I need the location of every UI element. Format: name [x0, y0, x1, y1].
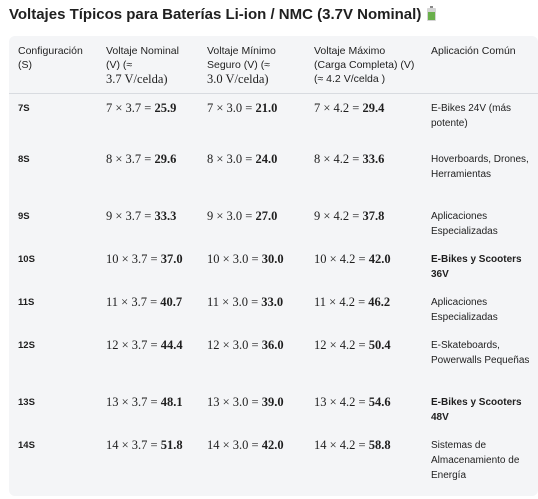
- min-result: 24.0: [255, 151, 278, 166]
- header-min: [198, 36, 305, 94]
- nominal-expression: 14 × 3.7 =: [106, 437, 158, 452]
- config-value: 14S: [18, 439, 35, 451]
- min-expression: 12 × 3.0 =: [207, 337, 259, 352]
- min-result: 33.0: [261, 294, 284, 309]
- max-expression: 8 × 4.2 =: [314, 151, 360, 166]
- max-result: 46.2: [368, 294, 391, 309]
- config-value: 7S: [18, 103, 30, 114]
- max-cell: [305, 245, 422, 288]
- config-cell: [9, 202, 97, 245]
- max-expression: 13 × 4.2 =: [314, 394, 366, 409]
- application-cell: [422, 288, 538, 331]
- nominal-result: 48.1: [160, 394, 183, 409]
- max-result: 33.6: [362, 151, 385, 166]
- min-expression: 14 × 3.0 =: [207, 437, 259, 452]
- voltage-table-container: [9, 36, 538, 496]
- application-cell: [422, 331, 538, 388]
- header-config-label: Configuración (S): [18, 45, 83, 71]
- table-row: [9, 94, 538, 145]
- max-expression: 9 × 4.2 =: [314, 208, 360, 223]
- max-cell: [305, 388, 422, 431]
- header-app-label: Aplicación Común: [431, 45, 516, 57]
- application-cell: [422, 145, 538, 202]
- application-cell: [422, 94, 538, 145]
- config-cell: [9, 245, 97, 288]
- application-text: E-Bikes 24V (más potente): [431, 103, 512, 129]
- min-result: 21.0: [255, 101, 278, 115]
- nominal-result: 25.9: [154, 101, 177, 115]
- min-expression: 8 × 3.0 =: [207, 151, 253, 166]
- config-value: 12S: [18, 339, 35, 351]
- max-result: 42.0: [368, 251, 391, 266]
- config-cell: [9, 288, 97, 331]
- nominal-expression: 13 × 3.7 =: [106, 394, 158, 409]
- nominal-cell: [97, 388, 198, 431]
- max-expression: 10 × 4.2 =: [314, 251, 366, 266]
- min-expression: 13 × 3.0 =: [207, 394, 259, 409]
- table-row: [9, 431, 538, 489]
- min-cell: [198, 388, 305, 431]
- max-cell: [305, 288, 422, 331]
- min-cell: [198, 245, 305, 288]
- table-row: [9, 145, 538, 202]
- nominal-expression: 12 × 3.7 =: [106, 337, 158, 352]
- header-config: [9, 36, 97, 94]
- nominal-result: 40.7: [160, 294, 183, 309]
- nominal-result: 51.8: [160, 437, 183, 452]
- config-value: 11S: [18, 296, 35, 308]
- voltage-table: [9, 36, 538, 489]
- application-text: Sistemas de Almacenamiento de Energía: [431, 439, 520, 481]
- min-result: 30.0: [261, 251, 284, 266]
- min-result: 27.0: [255, 208, 278, 223]
- max-expression: 14 × 4.2 =: [314, 437, 366, 452]
- min-cell: [198, 94, 305, 145]
- application-cell: [422, 245, 538, 288]
- min-result: 42.0: [261, 437, 284, 452]
- nominal-expression: 11 × 3.7 =: [106, 294, 158, 309]
- config-cell: [9, 431, 97, 489]
- nominal-cell: [97, 245, 198, 288]
- application-cell: [422, 202, 538, 245]
- min-expression: 7 × 3.0 =: [207, 101, 253, 115]
- battery-icon: [427, 6, 436, 21]
- table-row: [9, 331, 538, 388]
- table-row: [9, 388, 538, 431]
- config-cell: [9, 388, 97, 431]
- application-text: Aplicaciones Especializadas: [431, 296, 498, 323]
- nominal-result: 37.0: [160, 251, 183, 266]
- max-result: 54.6: [368, 394, 391, 409]
- application-text: E-Bikes y Scooters 36V: [431, 253, 522, 280]
- config-cell: [9, 94, 97, 145]
- header-min-label: Voltaje Mínimo Seguro (V) (≈: [207, 45, 276, 71]
- header-nominal: [97, 36, 198, 94]
- max-cell: [305, 202, 422, 245]
- max-cell: [305, 431, 422, 489]
- nominal-result: 33.3: [154, 208, 177, 223]
- min-expression: 9 × 3.0 =: [207, 208, 253, 223]
- page-title-text: Voltajes Típicos para Baterías Li-ion / NMC (3.7V Nominal): [9, 6, 422, 23]
- config-value: 13S: [18, 396, 35, 408]
- min-result: 36.0: [261, 337, 284, 352]
- table-header-row: [9, 36, 538, 94]
- config-value: 9S: [18, 210, 30, 222]
- table-row: [9, 202, 538, 245]
- header-max-label: Voltaje Máximo (Carga Completa) (V) (≈ 4.2 V/celda ): [314, 45, 415, 85]
- max-result: 50.4: [368, 337, 391, 352]
- max-result: 29.4: [362, 101, 385, 115]
- nominal-cell: [97, 202, 198, 245]
- min-expression: 10 × 3.0 =: [207, 251, 259, 266]
- nominal-expression: 9 × 3.7 =: [106, 208, 152, 223]
- header-min-math: 3.0 V/celda): [207, 72, 269, 86]
- nominal-cell: [97, 331, 198, 388]
- header-nominal-label: Voltaje Nominal (V) (≈: [106, 45, 179, 71]
- nominal-cell: [97, 94, 198, 145]
- config-cell: [9, 331, 97, 388]
- nominal-cell: [97, 145, 198, 202]
- max-cell: [305, 331, 422, 388]
- config-value: 10S: [18, 253, 35, 265]
- nominal-expression: 10 × 3.7 =: [106, 251, 158, 266]
- application-text: E-Bikes y Scooters 48V: [431, 396, 522, 423]
- min-cell: [198, 202, 305, 245]
- table-row: [9, 245, 538, 288]
- max-cell: [305, 94, 422, 145]
- page-title: [9, 5, 436, 25]
- max-expression: 7 × 4.2 =: [314, 101, 360, 115]
- max-result: 37.8: [362, 208, 385, 223]
- config-cell: [9, 145, 97, 202]
- max-cell: [305, 145, 422, 202]
- min-cell: [198, 331, 305, 388]
- application-text: Aplicaciones Especializadas: [431, 210, 498, 237]
- min-cell: [198, 145, 305, 202]
- min-cell: [198, 288, 305, 331]
- application-text: Hoverboards, Drones, Herramientas: [431, 153, 529, 180]
- nominal-cell: [97, 288, 198, 331]
- table-row: [9, 288, 538, 331]
- min-cell: [198, 431, 305, 489]
- max-expression: 12 × 4.2 =: [314, 337, 366, 352]
- header-app: [422, 36, 538, 94]
- max-result: 58.8: [368, 437, 391, 452]
- application-text: E-Skateboards, Powerwalls Pequeñas: [431, 339, 530, 366]
- nominal-result: 44.4: [160, 337, 183, 352]
- header-nominal-math: 3.7 V/celda): [106, 72, 168, 86]
- application-cell: [422, 431, 538, 489]
- header-max: [305, 36, 422, 94]
- nominal-cell: [97, 431, 198, 489]
- max-expression: 11 × 4.2 =: [314, 294, 366, 309]
- nominal-expression: 7 × 3.7 =: [106, 101, 152, 115]
- min-expression: 11 × 3.0 =: [207, 294, 259, 309]
- application-cell: [422, 388, 538, 431]
- nominal-result: 29.6: [154, 151, 177, 166]
- min-result: 39.0: [261, 394, 284, 409]
- config-value: 8S: [18, 153, 30, 165]
- nominal-expression: 8 × 3.7 =: [106, 151, 152, 166]
